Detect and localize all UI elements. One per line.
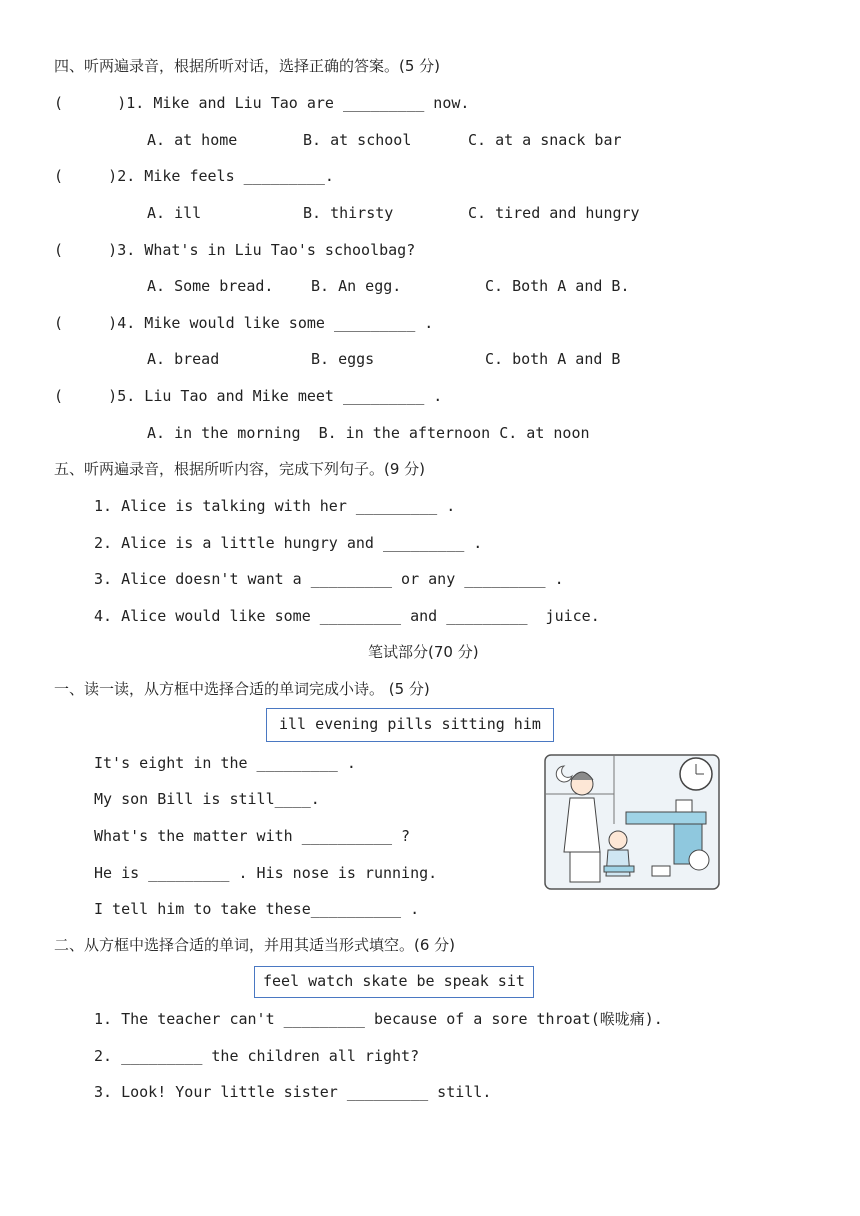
poem-line-4: He is _________ . His nose is running. <box>94 864 438 882</box>
part-2-header: 二、从方框中选择合适的单词，并用其适当形式填空。(6 分) <box>54 936 456 954</box>
q3-option-a: A. Some bread. <box>147 277 274 295</box>
q3-option-b: B. An egg. <box>311 277 402 295</box>
poem-line-2: My son Bill is still____. <box>94 790 320 808</box>
q1-option-a: A. at home <box>147 131 238 149</box>
section-5-header: 五、听两遍录音，根据所听内容，完成下列句子。(9 分) <box>54 460 426 478</box>
q1-option-c: C. at a snack bar <box>468 131 622 149</box>
section-5-line-2: 2. Alice is a little hungry and _________ . <box>94 534 483 552</box>
part-2-line-3: 3. Look! Your little sister _________ still. <box>94 1083 492 1101</box>
written-part-title: 笔试部分(70 分) <box>368 643 479 661</box>
part-2-word-box: feel watch skate be speak sit <box>254 966 534 998</box>
q1-option-b: B. at school <box>303 131 412 149</box>
q5-options: A. in the morning B. in the afternoon C. at noon <box>147 424 590 442</box>
q2-option-c: C. tired and hungry <box>468 204 640 222</box>
q2-option-b: B. thirsty <box>303 204 394 222</box>
poem-line-1: It's eight in the _________ . <box>94 754 356 772</box>
part-2-line-1: 1. The teacher can't _________ because of a sore throat(喉咙痛). <box>94 1010 663 1028</box>
q2-option-a: A. ill <box>147 204 202 222</box>
question-4-stem: ( )4. Mike would like some _________ . <box>54 314 434 332</box>
part-1-header: 一、读一读，从方框中选择合适的单词完成小诗。 (5 分) <box>54 680 430 698</box>
q3-option-c: C. Both A and B. <box>485 277 630 295</box>
question-2-stem: ( )2. Mike feels _________. <box>54 167 334 185</box>
section-5-line-1: 1. Alice is talking with her _________ . <box>94 497 456 515</box>
q4-option-a: A. bread <box>147 350 220 368</box>
section-5-line-4: 4. Alice would like some _________ and _________ juice. <box>94 607 600 625</box>
q4-option-b: B. eggs <box>311 350 375 368</box>
section-5-line-3: 3. Alice doesn't want a _________ or any _________ . <box>94 570 564 588</box>
part-1-word-box: ill evening pills sitting him <box>266 708 554 742</box>
part-2-line-2: 2. _________ the children all right? <box>94 1047 420 1065</box>
section-4-header: 四、听两遍录音，根据所听对话，选择正确的答案。(5 分) <box>54 57 441 75</box>
question-1-stem: ( )1. Mike and Liu Tao are _________ now. <box>54 94 470 112</box>
poem-line-3: What's the matter with __________ ? <box>94 827 411 845</box>
q4-option-c: C. both A and B <box>485 350 621 368</box>
mother-and-sick-child-illustration <box>544 754 720 890</box>
poem-line-5: I tell him to take these__________ . <box>94 900 420 918</box>
question-3-stem: ( )3. What's in Liu Tao's schoolbag? <box>54 241 416 259</box>
question-5-stem: ( )5. Liu Tao and Mike meet _________ . <box>54 387 443 405</box>
